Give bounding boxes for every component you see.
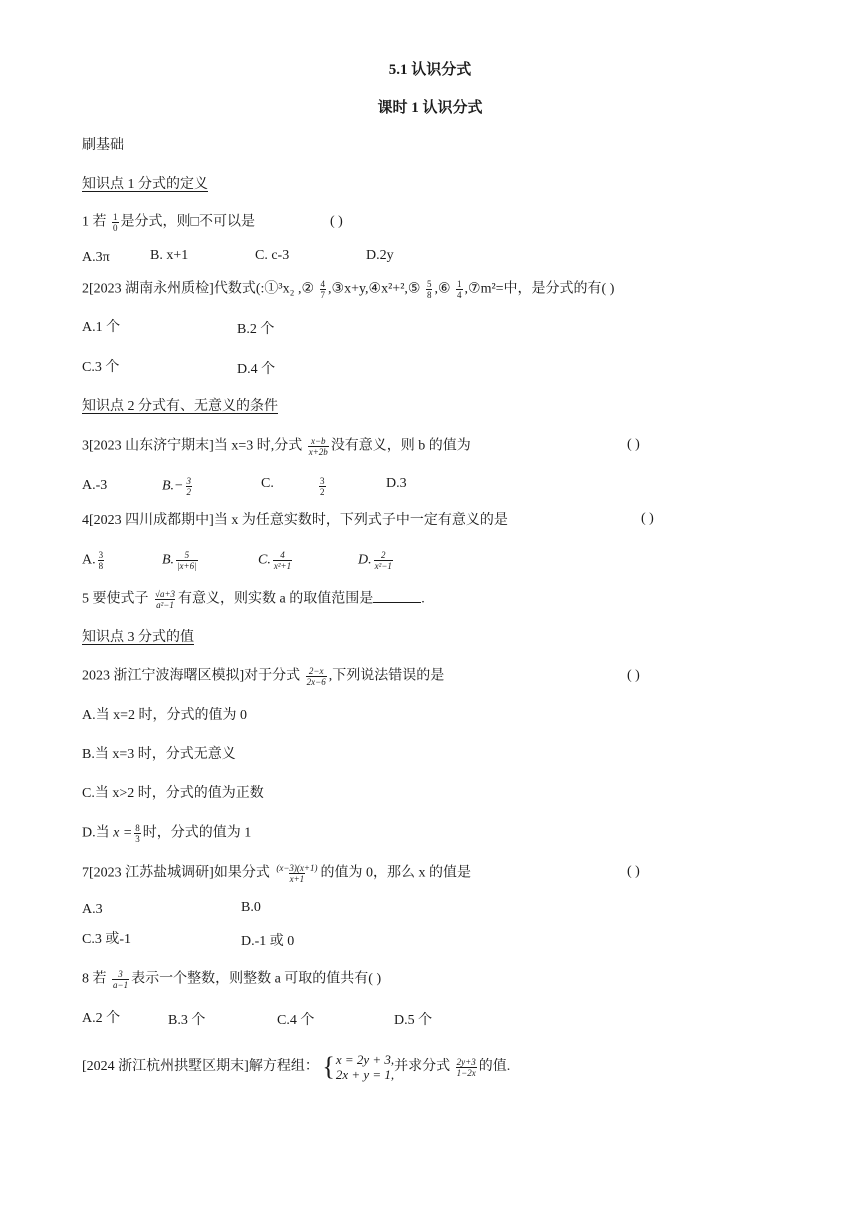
- section-label: 刷基础: [82, 138, 124, 153]
- q3-option-c-num: 3: [320, 476, 325, 486]
- q3-option-a[interactable]: A.-3: [82, 478, 108, 493]
- q1-stem-a: 1 若: [82, 214, 107, 230]
- q5-stem-b: 有意义，则实数 a 的取值范围是: [178, 591, 374, 607]
- q2-frac1-num: 4: [320, 279, 326, 289]
- q6-option-d-frac: [134, 823, 141, 844]
- q2-frac2: [426, 279, 433, 300]
- q4-option-a-label: A.: [82, 552, 96, 568]
- q6-frac-num: 2−x: [308, 666, 324, 676]
- q3-answer-paren[interactable]: ( ): [627, 437, 640, 452]
- q2-option-b[interactable]: B.2 个: [237, 322, 275, 337]
- q2-mid1: ,③x+y,④x²+²,⑤: [328, 281, 421, 297]
- q9-eq2: 2x + y = 1,: [335, 1067, 395, 1082]
- q2-frac3-den: 4: [457, 290, 462, 300]
- q4-option-a-num: 3: [98, 550, 104, 560]
- q4-option-b-label: B.: [162, 552, 175, 568]
- q5-stem: [82, 589, 425, 610]
- q2-option-d[interactable]: D.4 个: [237, 362, 276, 377]
- q5-frac-num: √a+3: [155, 589, 176, 599]
- q7-option-c[interactable]: C.3 或-1: [82, 932, 131, 947]
- q3-option-b[interactable]: [162, 476, 194, 497]
- page-title: 5.1 认识分式: [388, 62, 472, 78]
- q4-option-a-frac: [98, 550, 105, 571]
- q7-option-d[interactable]: D.-1 或 0: [241, 934, 295, 949]
- q3-option-b-label: B.−: [162, 478, 184, 494]
- q4-option-c-den: x²+1: [273, 561, 292, 571]
- q9-stem-c: 的值.: [478, 1059, 511, 1075]
- q8-option-c[interactable]: C.4 个: [277, 1013, 315, 1028]
- page-subtitle: 课时 1 认识分式: [377, 100, 483, 116]
- q7-frac-den: x+1: [289, 874, 305, 884]
- q6-frac-den: 2x−6: [306, 677, 326, 687]
- q3-option-c-label[interactable]: C.: [261, 476, 274, 491]
- q8-stem-b: 表示一个整数，则整数 a 可取的值共有( ): [131, 971, 382, 987]
- q9-frac-den: 1−2x: [456, 1067, 476, 1078]
- q5-answer-blank[interactable]: [373, 590, 421, 603]
- q9-brace: {: [322, 1052, 335, 1081]
- q2-frac1: [320, 279, 327, 300]
- q2-frac3: [456, 279, 463, 300]
- q4-stem: 4[2023 四川成都期中]当 x 为任意实数时，下列式子中一定有意义的是: [82, 513, 508, 528]
- q1-option-a[interactable]: A.3π: [82, 250, 110, 265]
- q8-option-a[interactable]: A.2 个: [82, 1011, 121, 1026]
- q2-frac2-num: 5: [426, 279, 432, 289]
- q3-option-b-frac: [186, 476, 193, 497]
- q3-option-c-frac[interactable]: [317, 476, 328, 497]
- q4-option-d-frac: [374, 550, 393, 571]
- q6-option-b[interactable]: B.当 x=3 时，分式无意义: [82, 747, 236, 762]
- q2-frac3-num: 1: [457, 279, 462, 289]
- q9-stem: [82, 1052, 510, 1082]
- q6-fraction: [306, 666, 327, 687]
- q4-option-b-frac: [176, 550, 198, 571]
- q8-fraction: [112, 969, 129, 990]
- q9-frac-num: 2y+3: [456, 1056, 476, 1067]
- q5-fraction: [154, 589, 176, 610]
- q4-option-c-label: C.: [258, 552, 271, 568]
- q7-option-a[interactable]: A.3: [82, 902, 103, 917]
- q6-option-d-den: 3: [135, 834, 140, 844]
- q4-option-b-den: |x+6|: [177, 561, 197, 571]
- q9-stem-a: [2024 浙江杭州拱墅区期末]解方程组：: [82, 1059, 319, 1075]
- q7-stem-a: 7[2023 江苏盐城调研]如果分式: [82, 865, 270, 881]
- q2-option-c[interactable]: C.3 个: [82, 360, 120, 375]
- q2-frac2-den: 8: [426, 290, 432, 300]
- q2-mid2: ,⑥: [434, 281, 451, 297]
- q4-option-d[interactable]: [358, 550, 395, 571]
- q6-option-c[interactable]: C.当 x>2 时，分式的值为正数: [82, 786, 264, 801]
- q1-option-d[interactable]: D.2y: [366, 248, 394, 263]
- q5-end: .: [421, 591, 425, 607]
- q6-option-d[interactable]: [82, 823, 251, 844]
- q6-stem-a: 2023 浙江宁波海曙区模拟]对于分式: [82, 668, 301, 684]
- q2-suffix: ,⑦m²=中，是分式的有( ): [464, 281, 615, 297]
- q1-frac-den: 0: [113, 223, 118, 233]
- q1-stem-b: 是分式，则□不可以是: [120, 214, 255, 230]
- q7-stem: [82, 863, 471, 884]
- q3-stem-a: 3[2023 山东济宁期末]当 x=3 时,分式: [82, 438, 303, 454]
- q2-stem: [82, 279, 614, 300]
- q8-frac-den: a−1: [113, 980, 129, 990]
- q2-prefix: 2[2023 湖南永州质检]代数式(:①³x₂ ,②: [82, 281, 315, 297]
- q3-stem-b: 没有意义，则 b 的值为: [330, 438, 471, 454]
- q9-stem-b: 并求分式: [394, 1059, 451, 1075]
- q8-option-b[interactable]: B.3 个: [168, 1013, 206, 1028]
- q3-option-b-den: 2: [186, 487, 191, 497]
- q9-equation-system: [322, 1052, 394, 1082]
- q5-frac-den: a²−1: [156, 600, 174, 610]
- q6-stem-b: ,下列说法错误的是: [328, 668, 445, 684]
- q4-option-d-num: 2: [381, 550, 386, 560]
- q8-stem: [82, 969, 381, 990]
- q1-frac-num: 1: [113, 212, 118, 222]
- q4-option-a[interactable]: [82, 550, 106, 571]
- q6-answer-paren[interactable]: ( ): [627, 668, 640, 683]
- q1-option-b[interactable]: B. x+1: [150, 248, 189, 263]
- q1-stem: [82, 212, 255, 233]
- q3-option-d[interactable]: D.3: [386, 476, 407, 491]
- q3-option-c-fraction: [319, 476, 326, 497]
- q4-option-d-label: D.: [358, 552, 372, 568]
- q6-option-d-num: 8: [135, 823, 140, 833]
- q3-option-b-num: 3: [186, 476, 191, 486]
- q7-answer-paren[interactable]: ( ): [627, 864, 640, 879]
- q9-fraction: [456, 1057, 477, 1078]
- q6-option-d-a: D.当: [82, 825, 110, 841]
- q4-option-d-den: x²−1: [374, 561, 392, 571]
- q3-fraction: [308, 436, 329, 457]
- q3-frac-den: x+2b: [308, 447, 328, 457]
- q3-frac-num: x−b: [310, 436, 326, 446]
- q3-option-c-den: 2: [320, 487, 325, 497]
- q1-answer-paren[interactable]: ( ): [330, 214, 343, 229]
- q3-stem: [82, 436, 471, 457]
- q4-option-a-den: 8: [98, 561, 104, 571]
- kp2-heading: 知识点 2 分式有、无意义的条件: [82, 399, 278, 414]
- q2-frac1-den: 7: [320, 290, 326, 300]
- kp3-heading: 知识点 3 分式的值: [82, 630, 194, 645]
- q6-option-a[interactable]: A.当 x=2 时，分式的值为 0: [82, 708, 248, 723]
- q1-option-c[interactable]: C. c-3: [255, 248, 290, 263]
- q4-option-c[interactable]: [258, 550, 294, 571]
- q6-option-d-var: x =: [113, 825, 133, 841]
- q7-stem-b: 的值为 0，那么 x 的值是: [320, 865, 471, 881]
- q2-option-a[interactable]: A.1 个: [82, 320, 121, 335]
- q4-answer-paren[interactable]: ( ): [641, 511, 654, 526]
- q4-option-c-num: 4: [280, 550, 285, 560]
- q8-option-d[interactable]: D.5 个: [394, 1013, 433, 1028]
- q5-stem-a: 5 要使式子: [82, 591, 149, 607]
- q8-frac-num: 3: [118, 969, 123, 979]
- q4-option-b[interactable]: [162, 550, 200, 571]
- q7-fraction: [275, 863, 318, 884]
- kp1-heading: 知识点 1 分式的定义: [82, 177, 208, 192]
- q7-frac-num: (x−3)(x+1): [276, 863, 318, 873]
- q9-eq1: x = 2y + 3,: [335, 1052, 395, 1067]
- q1-fraction: [112, 212, 119, 233]
- q8-stem-a: 8 若: [82, 971, 107, 987]
- q4-option-c-frac: [273, 550, 292, 571]
- q4-option-b-num: 5: [184, 550, 190, 560]
- q6-stem: [82, 666, 444, 687]
- q7-option-b[interactable]: B.0: [241, 900, 261, 915]
- q6-option-d-b: 时，分式的值为 1: [142, 825, 252, 841]
